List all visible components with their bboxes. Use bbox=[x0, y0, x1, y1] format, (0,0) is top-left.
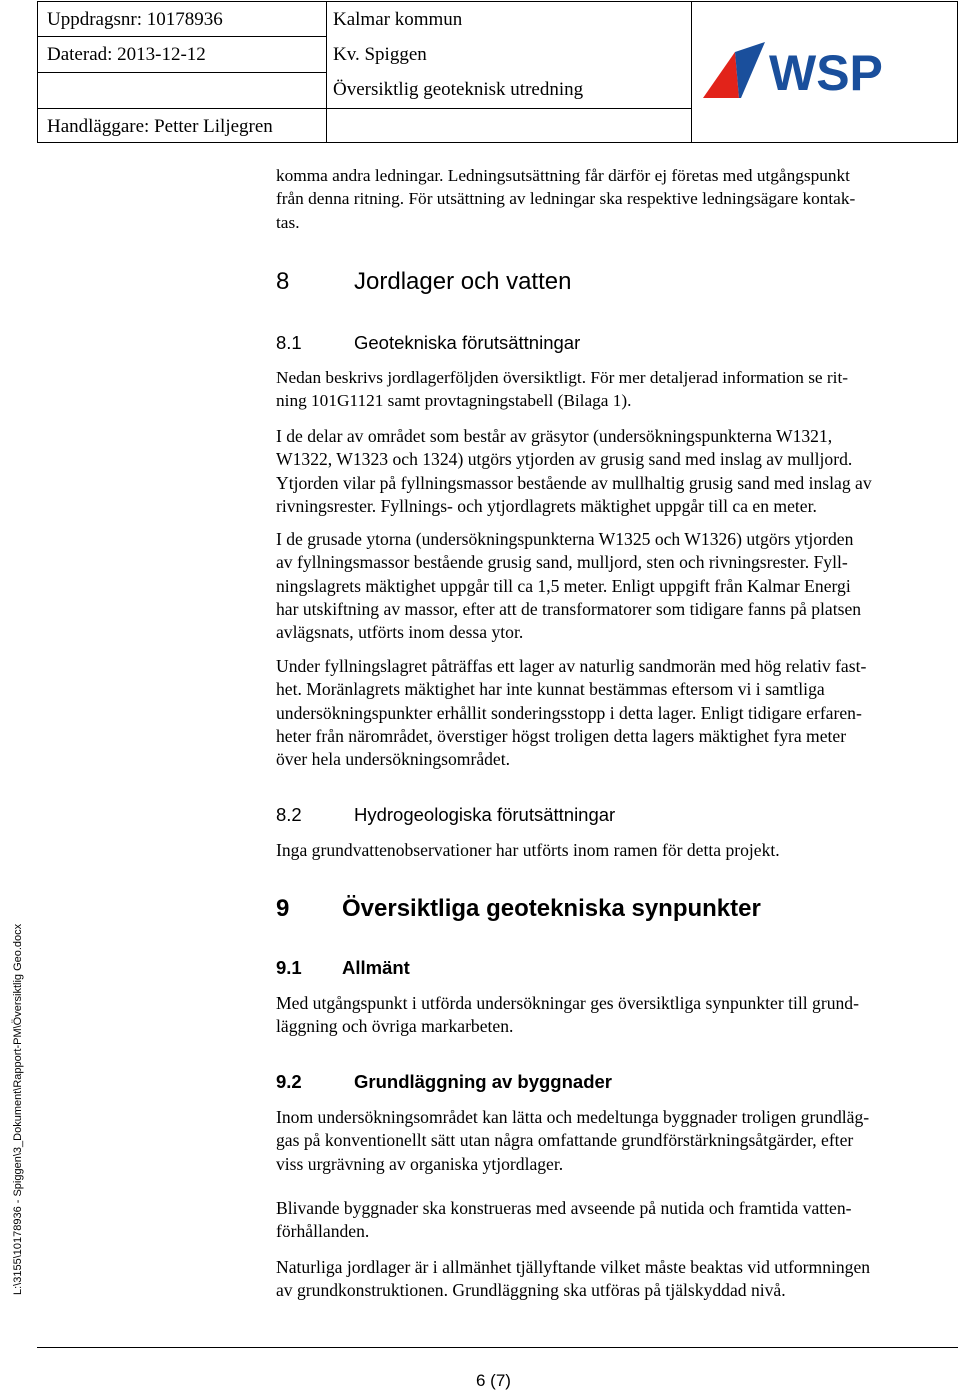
text-line: ning 101G1121 samt provtagningstabell (Bilaga 1). bbox=[276, 391, 632, 411]
text-line: Ytjorden vilar på fyllningsmassor bestående av mullhaltig grusig sand med inslag av bbox=[276, 472, 872, 493]
text-line: har utskiftning av massor, efter att de transformatorer som tidigare fanns på platsen bbox=[276, 598, 862, 619]
paragraph bbox=[276, 655, 960, 771]
section-title: Översiktliga geotekniska synpunkter bbox=[342, 895, 761, 922]
header-divider bbox=[38, 72, 326, 73]
subsection-heading bbox=[276, 1071, 612, 1093]
report-title: Översiktlig geoteknisk utredning bbox=[333, 79, 584, 100]
project-name: Kv. Spiggen bbox=[333, 44, 427, 65]
wsp-logo bbox=[695, 38, 925, 102]
text-line: gas på konventionellt sätt utan några omfattande grundförstärkningsåtgärder, efter bbox=[276, 1130, 854, 1151]
text-line: Blivande byggnader ska konstrueras med avseende på nutida och framtida vatten- bbox=[276, 1198, 852, 1218]
date-field: Daterad: 2013-12-12 bbox=[47, 44, 206, 65]
paragraph bbox=[276, 1256, 960, 1303]
paragraph bbox=[276, 425, 960, 518]
paragraph bbox=[276, 164, 960, 234]
section-heading bbox=[276, 895, 761, 923]
text-line: förhållanden. bbox=[276, 1221, 370, 1242]
section-number: 9.1 bbox=[276, 957, 302, 978]
text-line: I de delar av området som består av gräsytor (undersökningspunkterna W1321, bbox=[276, 426, 833, 446]
text-line: Under fyllningslagret påträffas ett lager av naturlig sandmorän med hög relativ fast- bbox=[276, 656, 867, 676]
text-line: avlägsnats, utförts inom dessa ytor. bbox=[276, 622, 524, 643]
section-number: 8 bbox=[276, 268, 290, 295]
logo-text: WSP bbox=[769, 45, 883, 101]
section-number: 9 bbox=[276, 895, 290, 922]
logo-mark bbox=[703, 52, 739, 98]
header-divider bbox=[326, 2, 327, 142]
paragraph bbox=[276, 992, 960, 1039]
paragraph bbox=[276, 366, 960, 413]
text-line: Nedan beskrivs jordlagerföljden översiktligt. För mer detaljerad information se rit- bbox=[276, 368, 849, 387]
file-path: L:\3155\10178936 - Spiggen\3_Dokument\Rapport-PM\Översiktlig Geo.docx bbox=[12, 923, 24, 1295]
logo-mark bbox=[735, 42, 765, 98]
footer-divider bbox=[37, 1347, 958, 1348]
text-line: läggning och övriga markarbeten. bbox=[276, 1016, 514, 1037]
text-line: heter från närområdet, överstiger högst troligen detta lagers mäktighet fyra meter bbox=[276, 725, 847, 746]
client-name: Kalmar kommun bbox=[333, 9, 463, 30]
paragraph bbox=[276, 1197, 960, 1244]
section-number: 8.1 bbox=[276, 332, 302, 353]
section-title: Jordlager och vatten bbox=[354, 268, 572, 295]
assignment-number: Uppdragsnr: 10178936 bbox=[47, 9, 223, 30]
subsection-heading bbox=[276, 332, 580, 354]
section-title: Grundläggning av byggnader bbox=[354, 1071, 612, 1092]
text-line: viss urgrävning av organiska ytjordlager. bbox=[276, 1153, 564, 1174]
text-line: av fyllningsmassor bestående grusig sand, mulljord, sten och rivningsrester. Fyll- bbox=[276, 552, 848, 573]
text-line: komma andra ledningar. Ledningsutsättning får därför ej företas med utgångspunkt bbox=[276, 166, 850, 185]
paragraph bbox=[276, 839, 960, 862]
header-divider bbox=[38, 36, 326, 37]
section-title: Allmänt bbox=[342, 957, 410, 978]
page-number: 6 (7) bbox=[476, 1371, 511, 1390]
paragraph bbox=[276, 528, 960, 644]
text-line: rivningsrester. Fyllnings- och ytjordlagrets mäktighet uppgår till ca en meter. bbox=[276, 495, 817, 516]
text-line: Med utgångspunkt i utförda undersökningar ges översiktliga synpunkter till grund- bbox=[276, 993, 859, 1013]
text-line: från denna ritning. För utsättning av ledningar ska respektive ledningsägare kontak- bbox=[276, 189, 856, 209]
text-line: undersökningspunkter erhållit sonderingsstopp i detta lager. Enligt tidigare erfaren- bbox=[276, 702, 862, 723]
subsection-heading bbox=[276, 804, 615, 826]
text-line: över hela undersökningsområdet. bbox=[276, 749, 511, 770]
header-divider bbox=[38, 108, 691, 109]
text-line: I de grusade ytorna (undersökningspunkterna W1325 och W1326) utgörs ytjorden bbox=[276, 529, 854, 549]
section-heading bbox=[276, 268, 571, 296]
text-line: ningslagrets mäktighet uppgår till ca 1,5 meter. Enligt uppgift från Kalmar Energi bbox=[276, 575, 851, 596]
subsection-heading bbox=[276, 957, 410, 979]
paragraph bbox=[276, 1106, 960, 1176]
text-line: W1322, W1323 och 1324) utgörs ytjorden av grusig sand med inslag av mulljord. bbox=[276, 449, 853, 470]
text-line: av grundkonstruktionen. Grundläggning ska utföras på tjälskyddad nivå. bbox=[276, 1280, 786, 1301]
section-number: 9.2 bbox=[276, 1071, 302, 1092]
text-line: tas. bbox=[276, 212, 300, 232]
handler-field: Handläggare: Petter Liljegren bbox=[47, 116, 273, 137]
header-divider bbox=[691, 2, 692, 142]
section-title: Geotekniska förutsättningar bbox=[354, 332, 581, 353]
text-line: Naturliga jordlager är i allmänhet tjällyftande vilket måste beaktas vid utformningen bbox=[276, 1257, 871, 1277]
section-title: Hydrogeologiska förutsättningar bbox=[354, 804, 616, 825]
text-line: Inga grundvattenobservationer har utförts inom ramen för detta projekt. bbox=[276, 840, 780, 860]
text-line: Inom undersökningsområdet kan lätta och medeltunga byggnader troligen grundläg- bbox=[276, 1107, 870, 1127]
text-line: het. Moränlagrets mäktighet har inte kunnat bestämmas eftersom vi i samtliga bbox=[276, 679, 825, 700]
section-number: 8.2 bbox=[276, 804, 302, 825]
